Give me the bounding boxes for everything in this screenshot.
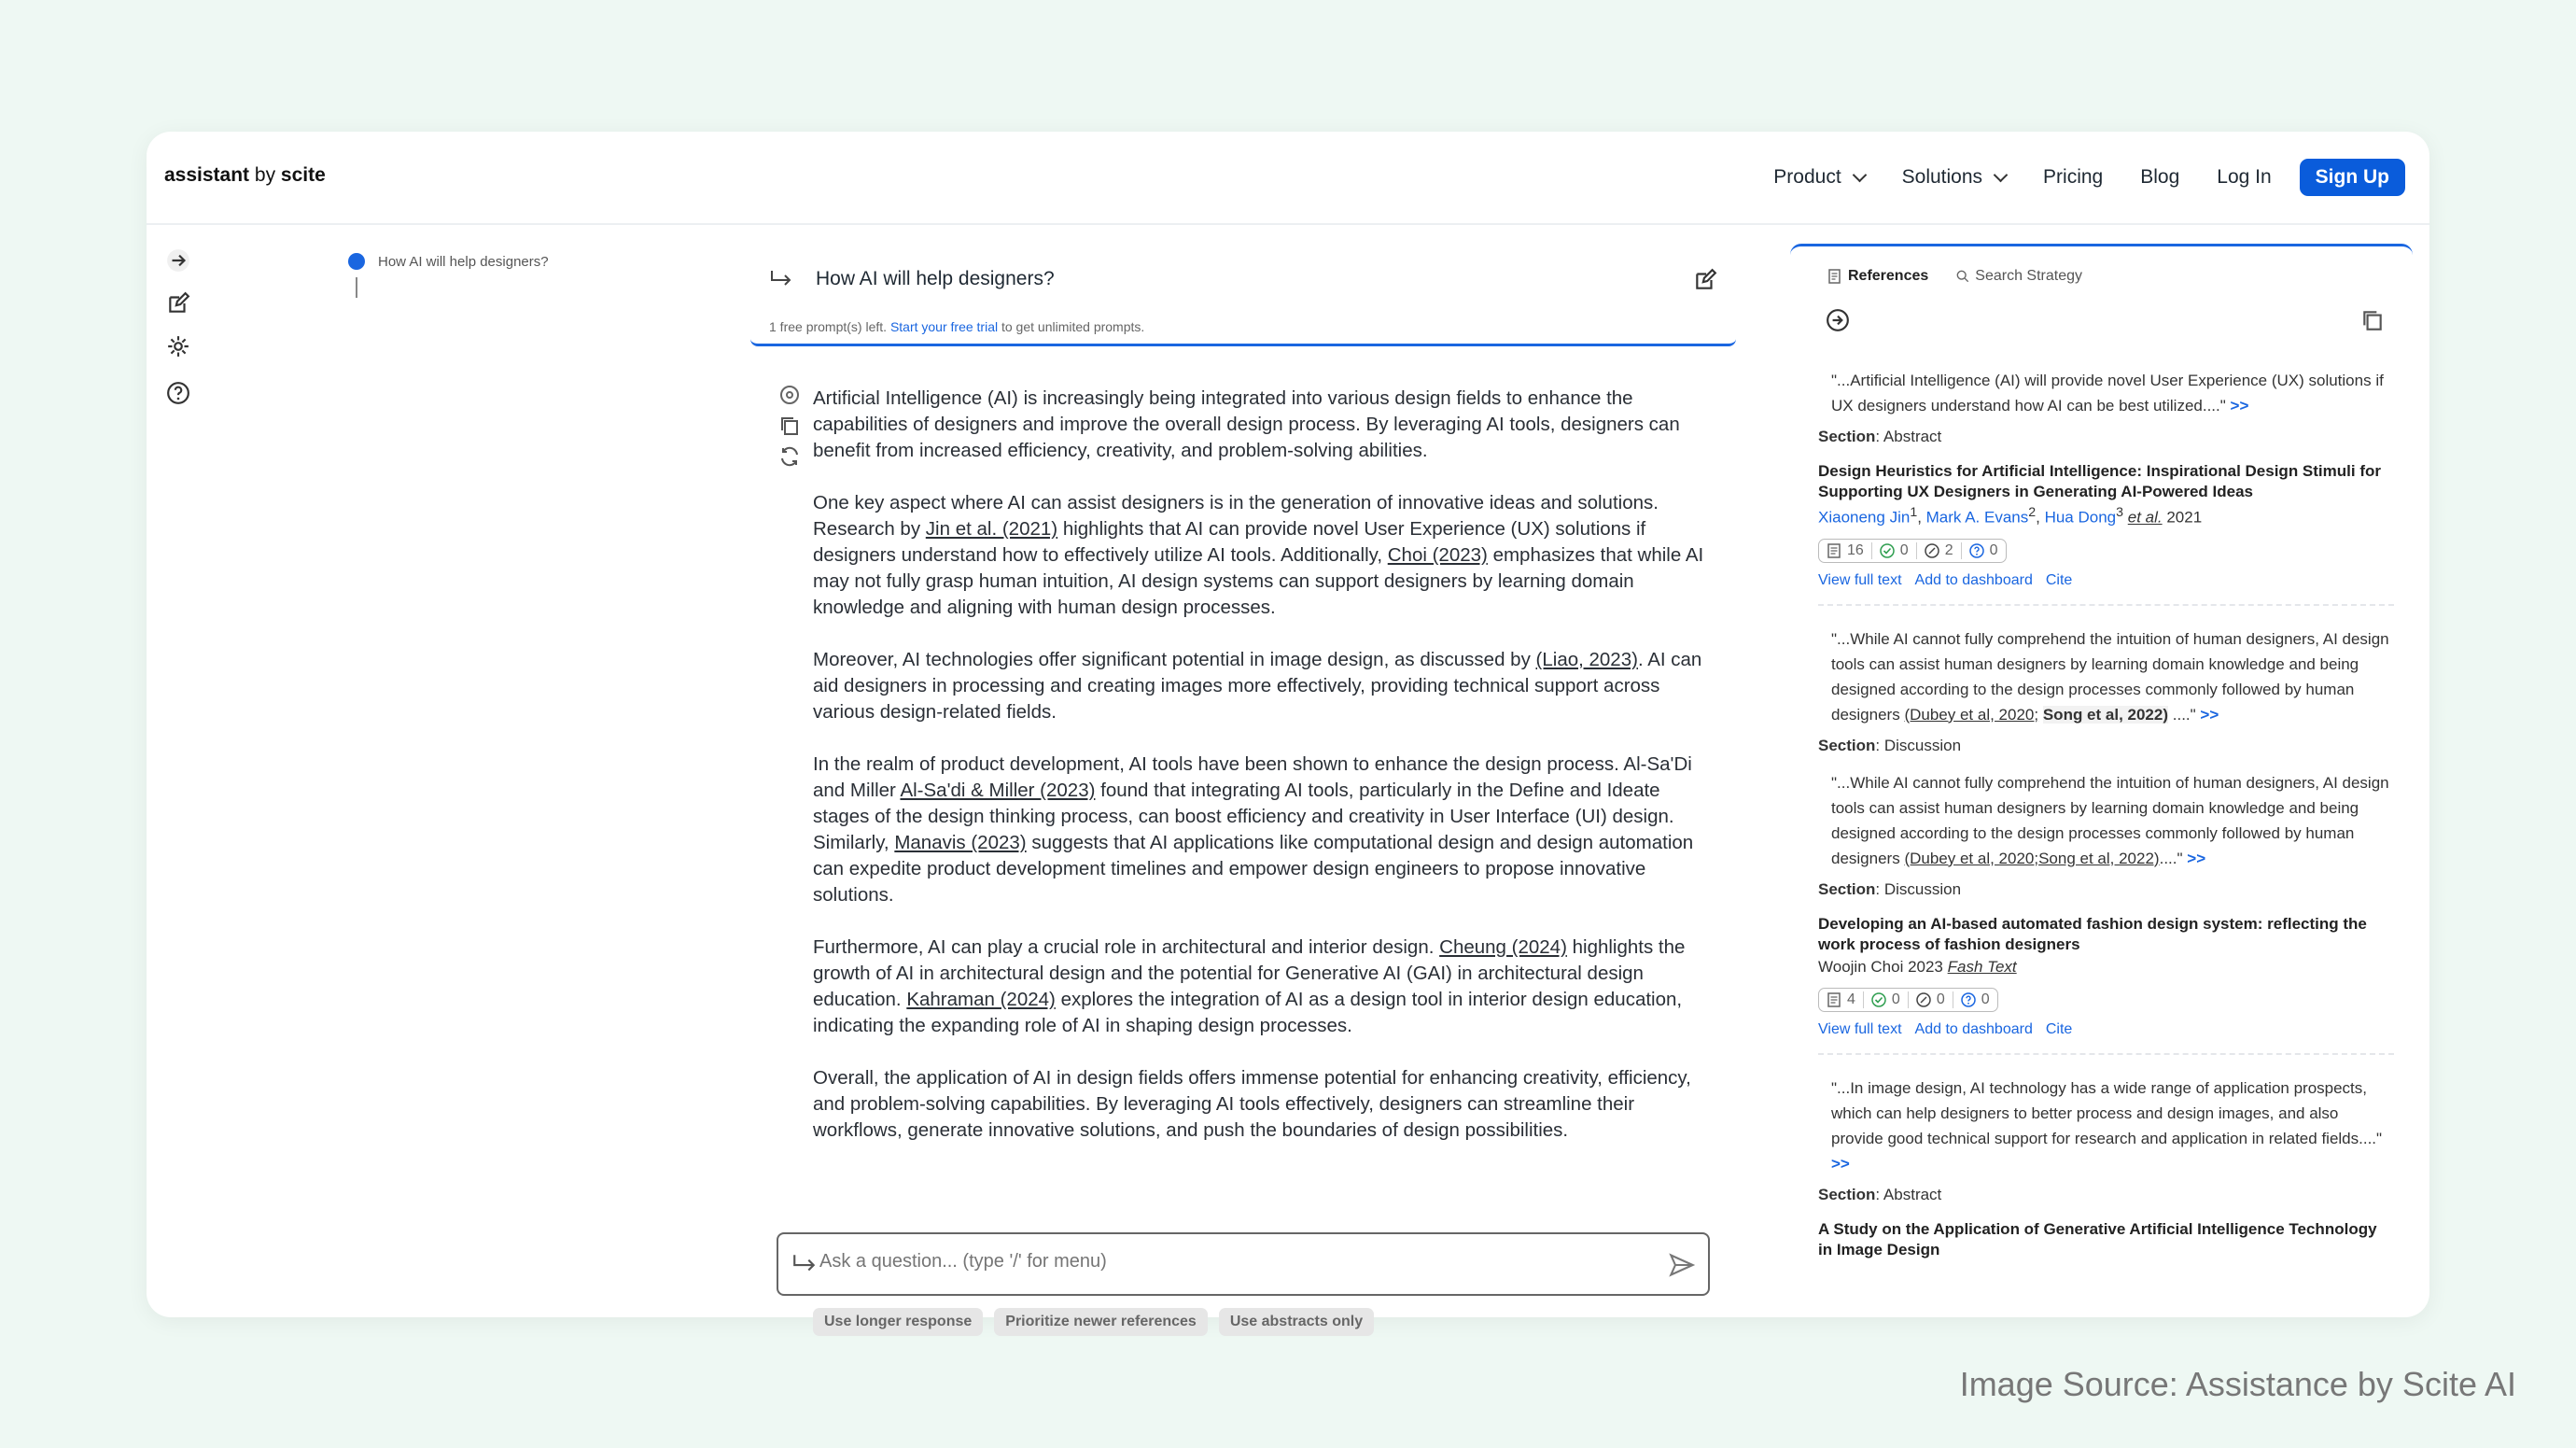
supporting-count xyxy=(1871,991,1900,1008)
logo-by: by xyxy=(254,164,276,186)
author-affiliation: 2 xyxy=(2028,505,2037,520)
text: suggests that AI applications like computational design and design automation can expedite product development timelines and empower design engineers to propose innovative solutions. xyxy=(813,832,1694,906)
citation-stats[interactable] xyxy=(1818,988,1998,1012)
reference-list xyxy=(1790,368,2413,1263)
chip-abstracts-only[interactable]: Use abstracts only xyxy=(1219,1308,1374,1336)
answer-paragraph: Artificial Intelligence (AI) is increasingly being integrated into various design fields to enhance the capabilities of designers and improve the overall design process. By leveraging AI tools, designers can benefit from increased efficiency, creativity, and problem-solving abilities. xyxy=(813,387,1680,461)
reply-arrow-icon xyxy=(791,1253,818,1275)
text: highlights that AI can provide novel User Experience (UX) solutions if designers understand how to effectively utilize AI tools. Additionally, xyxy=(813,518,1646,566)
image-source-caption: Image Source: Assistance by Scite AI xyxy=(1959,1365,2516,1403)
answer-paragraph xyxy=(813,490,1709,621)
count-value: 0 xyxy=(1891,991,1900,1007)
check-circle-icon xyxy=(1871,992,1886,1007)
sidebar-icons xyxy=(161,244,199,419)
citation-link[interactable]: Cheung (2024) xyxy=(1439,936,1567,958)
reference-quote xyxy=(1818,1075,2394,1176)
divider xyxy=(1916,542,1917,559)
et-al-link[interactable]: et al. xyxy=(2127,508,2163,527)
settings-button[interactable] xyxy=(161,330,195,363)
question-box xyxy=(750,244,1736,346)
tab-references-label: References xyxy=(1848,268,1929,284)
top-navigation xyxy=(147,132,2429,225)
chat-history xyxy=(348,253,628,298)
slash-circle-icon xyxy=(1916,992,1931,1007)
tab-search-strategy-label: Search Strategy xyxy=(1975,268,2083,284)
reference-entry xyxy=(1790,1075,2413,1260)
logo-brand: scite xyxy=(280,164,326,186)
reference-quote xyxy=(1818,626,2394,727)
section-value: Abstract xyxy=(1883,1185,1942,1203)
quota-suffix: to get unlimited prompts. xyxy=(1001,319,1145,334)
login-link[interactable]: Log In xyxy=(2217,166,2272,188)
active-dot-icon xyxy=(348,253,365,270)
view-full-text-link[interactable]: View full text xyxy=(1818,1020,1902,1037)
divider xyxy=(1908,991,1909,1008)
text: emphasizes that while AI may not fully grasp human intuition, AI design systems can support designers by learning domain knowledge and aligning with human design processes. xyxy=(813,544,1704,618)
section-value: Discussion xyxy=(1883,879,1962,898)
more-link[interactable]: >> xyxy=(2230,397,2249,415)
author-link[interactable]: Xiaoneng Jin xyxy=(1818,508,1911,527)
ask-box xyxy=(777,1232,1710,1296)
text: explores the integration of AI as a design tool in interior design education, indicating the expanding role of AI in shaping design processes. xyxy=(813,989,1683,1036)
expand-sidebar-button[interactable] xyxy=(161,244,195,277)
chevron-down-icon xyxy=(1994,167,2009,182)
free-trial-link[interactable]: Start your free trial xyxy=(889,319,999,334)
more-link[interactable]: >> xyxy=(2187,849,2206,867)
section-label: Section xyxy=(1818,879,1876,898)
count-value: 0 xyxy=(1899,541,1909,558)
citation-link[interactable]: (Dubey et al, 2020;Song et al, 2022) xyxy=(1904,849,2160,867)
citing-count xyxy=(1827,542,1864,559)
gear-icon xyxy=(166,334,190,358)
author-affiliation: 1 xyxy=(1910,505,1918,520)
chevron-down-icon xyxy=(1852,167,1867,182)
count-value: 0 xyxy=(1989,541,1998,558)
cite-link[interactable]: Cite xyxy=(2045,1020,2073,1037)
copy-icon[interactable] xyxy=(778,415,801,437)
question-circle-icon xyxy=(1961,992,1976,1007)
nav-product-label: Product xyxy=(1773,166,1841,188)
nav-menu xyxy=(1736,159,2405,196)
arrow-circle-right-icon[interactable] xyxy=(1826,308,1850,332)
prompt-quota-note xyxy=(769,319,1144,334)
text: Moreover, AI technologies offer significant potential in image design, as discussed by xyxy=(813,649,1531,670)
section-label: Section xyxy=(1818,428,1876,445)
signup-button[interactable]: Sign Up xyxy=(2300,159,2405,196)
citation-link[interactable]: (Liao, 2023) xyxy=(1535,649,1638,670)
more-link[interactable]: >> xyxy=(2200,705,2219,724)
entry-divider xyxy=(1818,604,2394,606)
edit-icon xyxy=(166,291,190,316)
mentioning-count xyxy=(1925,542,1953,559)
divider xyxy=(1871,542,1872,559)
reference-section: Section: Abstract xyxy=(1818,428,1942,445)
answer-text xyxy=(813,386,1709,1170)
highlighted-citation[interactable]: Song et al, 2022) xyxy=(2042,705,2169,724)
openai-icon xyxy=(778,384,801,406)
divider xyxy=(1961,542,1962,559)
tab-references[interactable] xyxy=(1827,268,1928,285)
paper-title[interactable]: Developing an AI-based automated fashion design system: reflecting the work process of fashion designers xyxy=(1818,914,2367,953)
text: One key aspect where AI can assist designers is in the generation of innovative ideas and solutions. Research by xyxy=(813,492,1659,540)
quote-end: ...." xyxy=(2159,849,2183,867)
history-item[interactable] xyxy=(348,253,628,270)
regenerate-icon[interactable] xyxy=(778,445,801,468)
app-window xyxy=(147,132,2429,1329)
answer-paragraph: Overall, the application of AI in design fields offers immense potential for enhancing creativity, efficiency, and problem-solving capabilities. By leveraging AI tools effectively, designers can streamline their workflows, generate innovative solutions, and push the boundaries of design possibilities. xyxy=(813,1067,1691,1141)
section-value: Abstract xyxy=(1883,428,1942,445)
reference-entry xyxy=(1790,368,2413,606)
paper-authors: Xiaoneng Jin$^1$, Mark A. Evans$^2$, Hua Dong$^3$ et al. 2021 xyxy=(1818,505,2203,527)
references-panel xyxy=(1790,244,2413,1317)
paper-title[interactable]: A Study on the Application of Generative Artificial Intelligence Technology in Image Design xyxy=(1818,1219,2377,1258)
nav-solutions-label: Solutions xyxy=(1901,166,1983,188)
nav-solutions[interactable] xyxy=(1902,159,2006,196)
send-icon[interactable] xyxy=(1669,1252,1695,1278)
reference-quote xyxy=(1818,368,2394,418)
divider xyxy=(1863,991,1864,1008)
quote-end: ...." xyxy=(2172,705,2196,724)
nav-product[interactable] xyxy=(1773,159,1864,196)
copy-icon[interactable] xyxy=(2360,308,2385,332)
arrow-right-icon xyxy=(166,248,190,273)
citation-stats[interactable] xyxy=(1818,539,2007,563)
reference-tabs xyxy=(1827,268,2082,285)
author-year: Woojin Choi 2023 xyxy=(1818,957,1943,976)
more-link[interactable]: >> xyxy=(1831,1154,1850,1173)
question-circle-icon xyxy=(1969,543,1984,558)
text: In the realm of product development, AI tools have been shown to enhance the design process. Al-Sa'Di and Miller xyxy=(813,753,1692,801)
quota-prefix: 1 free prompt(s) left. xyxy=(769,319,888,334)
slash-circle-icon xyxy=(1925,543,1939,558)
nav-pricing[interactable]: Pricing xyxy=(2043,166,2104,188)
chip-newer-references[interactable]: Prioritize newer references xyxy=(994,1308,1208,1336)
text: Furthermore, AI can play a crucial role in architectural and interior design. xyxy=(813,936,1435,958)
cite-link[interactable]: Cite xyxy=(2045,571,2073,588)
citation-link[interactable]: Manavis (2023) xyxy=(894,832,1027,853)
section-label: Section xyxy=(1818,736,1876,754)
author-link[interactable]: Mark A. Evans xyxy=(1925,508,2029,527)
paper-title[interactable]: Design Heuristics for Artificial Intelligence: Inspirational Design Stimuli for Supporting UX Designers in Generating AI-Powered Ideas xyxy=(1818,462,2381,500)
logo-primary: assistant xyxy=(164,164,250,186)
history-connector xyxy=(356,277,357,298)
question-row xyxy=(769,268,1055,290)
quote-text: "...While AI cannot fully comprehend the intuition of human designers, AI design tools can assist human designers by learning domain knowledge and being designed according to the design processes commonly followed by human designers xyxy=(1831,629,2389,724)
answer-actions xyxy=(778,384,805,476)
entry-divider xyxy=(1818,1053,2394,1055)
contrasting-count xyxy=(1969,542,1998,559)
logo[interactable] xyxy=(164,164,326,187)
document-icon xyxy=(1827,269,1842,284)
edit-question-icon[interactable] xyxy=(1693,268,1717,292)
document-icon xyxy=(1827,992,1841,1007)
help-button[interactable] xyxy=(161,376,195,410)
reference-quote xyxy=(1818,770,2394,871)
journal-link[interactable]: Fash Text xyxy=(1947,957,2017,976)
reference-entry xyxy=(1790,626,2413,755)
text: highlights the growth of AI in architectural design and the potential for Generative AI (GAI) in architectural design education. xyxy=(813,936,1686,1010)
mentioning-count xyxy=(1916,991,1945,1008)
reference-section: Section: Discussion xyxy=(1818,879,1962,898)
count-value: 0 xyxy=(1981,991,1990,1007)
question-text: How AI will help designers? xyxy=(816,268,1055,289)
citation-link[interactable]: Jin et al. (2021) xyxy=(925,518,1058,540)
citation-link[interactable]: Al-Sa'di & Miller (2023) xyxy=(900,780,1096,801)
nav-blog[interactable]: Blog xyxy=(2140,166,2180,188)
paper-authors xyxy=(1818,958,2394,977)
reference-entry xyxy=(1790,770,2413,1055)
contrasting-count xyxy=(1961,991,1990,1008)
history-item-label: How AI will help designers? xyxy=(378,253,549,270)
text: found that integrating AI tools, particularly in the Define and Ideate stages of the design thinking process, can boost efficiency and creativity in User Interface (UI) design. Similarly, xyxy=(813,780,1674,853)
quote-text: "...While AI cannot fully comprehend the intuition of human designers, AI design tools can assist human designers by learning domain knowledge and being designed according to the design processes commonly followed by human designers xyxy=(1831,773,2389,867)
reference-links xyxy=(1818,1021,2394,1038)
quote-text: "...Artificial Intelligence (AI) will provide novel User Experience (UX) solutions if UX designers understand how AI can be best utilized...." xyxy=(1831,372,2384,415)
author-affiliation: 3 xyxy=(2116,505,2124,520)
answer-paragraph xyxy=(813,935,1709,1039)
help-icon xyxy=(166,381,190,405)
section-label: Section xyxy=(1818,1185,1876,1203)
author-link[interactable]: Hua Dong xyxy=(2044,508,2117,527)
reference-section: Section: Discussion xyxy=(1818,736,1962,754)
add-to-dashboard-link[interactable]: Add to dashboard xyxy=(1914,1020,2033,1037)
ask-input[interactable] xyxy=(819,1251,1641,1272)
answer-paragraph xyxy=(813,752,1709,908)
section-value: Discussion xyxy=(1883,736,1962,754)
search-icon xyxy=(1956,270,1969,283)
answer-paragraph xyxy=(813,647,1709,725)
reference-links xyxy=(1818,572,2394,589)
answer-panel xyxy=(749,244,1740,1329)
text: . AI can aid designers in processing and creating images more effectively, providing technical support across various design-related fields. xyxy=(813,649,1702,723)
suggestion-chips xyxy=(813,1308,1374,1336)
check-circle-icon xyxy=(1880,543,1895,558)
new-chat-button[interactable] xyxy=(161,287,195,320)
reference-section: Section: Abstract xyxy=(1818,1185,1942,1203)
count-value: 2 xyxy=(1944,541,1953,558)
tab-search-strategy[interactable] xyxy=(1956,268,2082,285)
chip-longer-response[interactable]: Use longer response xyxy=(813,1308,983,1336)
citation-link[interactable]: Choi (2023) xyxy=(1387,544,1488,566)
count-value: 4 xyxy=(1847,991,1855,1007)
citation-link[interactable]: Kahraman (2024) xyxy=(906,989,1056,1010)
add-to-dashboard-link[interactable]: Add to dashboard xyxy=(1914,571,2033,588)
paper-year: 2021 xyxy=(2166,508,2203,527)
citation-link[interactable]: (Dubey et al, 2020; xyxy=(1904,705,2039,724)
citing-count xyxy=(1827,991,1855,1008)
quote-text: "...In image design, AI technology has a wide range of application prospects, which can help designers to better process and design images, and also provide good technical support for research and application in related fields...." xyxy=(1831,1078,2383,1147)
count-value: 0 xyxy=(1936,991,1945,1007)
supporting-count xyxy=(1880,542,1909,559)
document-icon xyxy=(1827,543,1841,558)
view-full-text-link[interactable]: View full text xyxy=(1818,571,1902,588)
count-value: 16 xyxy=(1847,541,1864,558)
reply-arrow-icon xyxy=(769,269,793,289)
